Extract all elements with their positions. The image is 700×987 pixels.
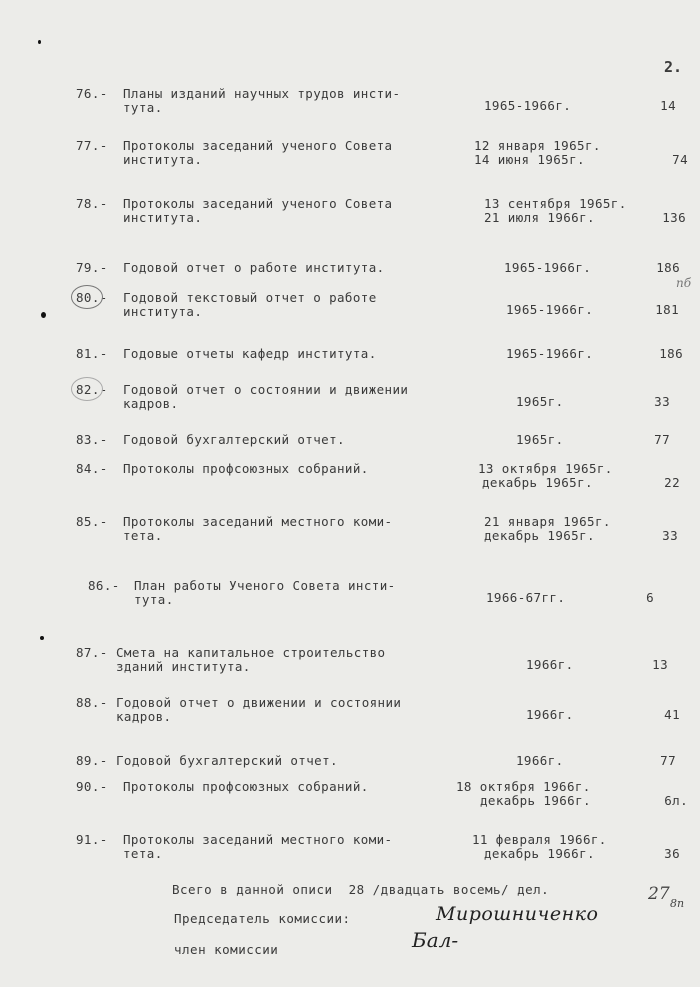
entry-title-line1: Протоколы заседаний ученого Совета (123, 138, 393, 153)
entry-date-start: 21 января 1965г. (484, 514, 611, 529)
entry-number: 91.- (76, 832, 108, 847)
entry-number: 76.- (76, 86, 108, 101)
entry-title-line1: План работы Ученого Совета инсти- (134, 578, 396, 593)
entry-sheet-count: 136 (662, 210, 686, 225)
entry-date-start: 11 февраля 1966г. (472, 832, 607, 847)
entry-title-line2: кадров. (123, 396, 179, 411)
entry-number: 79.- (76, 260, 108, 275)
entry-sheet-count: 22 (664, 475, 680, 490)
entry-number: 77.- (76, 138, 108, 153)
margin-note: пб (676, 276, 692, 290)
entry-title-line1: Годовые отчеты кафедр института. (123, 346, 377, 361)
entry-sheet-count: 14 (660, 98, 676, 113)
circle-mark-82 (71, 377, 103, 401)
entry-date-start: 13 октября 1965г. (478, 461, 613, 476)
total-handwritten: 27 (648, 884, 670, 904)
circle-mark-80 (71, 285, 103, 309)
entry-sheet-count: 6 (646, 590, 654, 605)
entry-date-start: 1965-1966г. (506, 346, 594, 361)
entry-date-start: 1965-1966г. (504, 260, 592, 275)
entry-sheet-count: 41 (664, 707, 680, 722)
entry-title-line1: Протоколы профсоюзных собраний. (123, 461, 369, 476)
chairman-signature: Мирошниченко (436, 903, 599, 925)
entry-sheet-count: 186 (659, 346, 683, 361)
entry-number: 88.- (76, 695, 108, 710)
entry-sheet-count: 33 (654, 394, 670, 409)
entry-title-line2: тета. (123, 846, 163, 861)
entry-date-start: 12 января 1965г. (474, 138, 601, 153)
entry-sheet-count: 36 (664, 846, 680, 861)
entry-date-start: 1965-1966г. (506, 302, 594, 317)
entry-date-start: 1966г. (526, 707, 574, 722)
entry-title-line1: Годовой бухгалтерский отчет. (116, 753, 338, 768)
entry-title-line2: института. (123, 152, 203, 167)
entry-sheet-count: 181 (655, 302, 679, 317)
margin-mark (40, 636, 44, 640)
entry-date-start: 18 октября 1966г. (456, 779, 591, 794)
entry-date-start: 1966-67гг. (486, 590, 566, 605)
member-label: член комиссии (174, 942, 279, 957)
entry-date-end: декабрь 1966г. (484, 846, 595, 861)
entry-date-start: 13 сентября 1965г. (484, 196, 627, 211)
entry-sheet-count: 74 (672, 152, 688, 167)
entry-sheet-count: 13 (652, 657, 668, 672)
total-handwritten-sub: 8п (670, 897, 685, 910)
entry-title-line1: Годовой бухгалтерский отчет. (123, 432, 345, 447)
entry-number: 90.- (76, 779, 108, 794)
chairman-label: Председатель комиссии: (174, 911, 351, 926)
entry-title-line2: тута. (134, 592, 174, 607)
page-number: 2. (664, 58, 683, 76)
entry-number: 83.- (76, 432, 108, 447)
entry-title-line1: Годовой текстовый отчет о работе (123, 290, 377, 305)
member-signature: Бал- (412, 928, 459, 952)
entry-title-line1: Протоколы профсоюзных собраний. (123, 779, 369, 794)
entry-number: 81.- (76, 346, 108, 361)
entry-number: 78.- (76, 196, 108, 211)
entry-title-line2: зданий института. (116, 659, 251, 674)
entry-sheet-count: 6л. (664, 793, 688, 808)
entry-date-end: 14 июня 1965г. (474, 152, 585, 167)
entry-title-line1: Планы изданий научных трудов инсти- (123, 86, 401, 101)
entry-date-start: 1965г. (516, 432, 564, 447)
entry-date-start: 1965г. (516, 394, 564, 409)
entry-title-line2: института. (123, 304, 203, 319)
entry-date-end: декабрь 1965г. (484, 528, 595, 543)
entry-title-line1: Годовой отчет о состоянии и движении (123, 382, 409, 397)
entry-title-line2: института. (123, 210, 203, 225)
entry-date-start: 1966г. (516, 753, 564, 768)
entry-title-line2: тута. (123, 100, 163, 115)
entry-date-start: 1965-1966г. (484, 98, 572, 113)
entry-number: 85.- (76, 514, 108, 529)
entry-sheet-count: 186 (656, 260, 680, 275)
entry-sheet-count: 77 (660, 753, 676, 768)
entry-date-start: 1966г. (526, 657, 574, 672)
entry-sheet-count: 33 (662, 528, 678, 543)
entry-number: 89.- (76, 753, 108, 768)
entry-number: 80.- (76, 290, 108, 305)
margin-mark (41, 312, 46, 318)
entry-date-end: декабрь 1966г. (480, 793, 591, 808)
entry-sheet-count: 77 (654, 432, 670, 447)
entry-title-line1: Протоколы заседаний ученого Совета (123, 196, 393, 211)
entry-title-line1: Годовой отчет о работе института. (123, 260, 385, 275)
margin-mark (38, 40, 41, 44)
entry-title-line2: тета. (123, 528, 163, 543)
entry-date-end: декабрь 1965г. (482, 475, 593, 490)
entry-number: 87.- (76, 645, 108, 660)
entry-number: 86.- (88, 578, 120, 593)
entry-title-line1: Протоколы заседаний местного коми- (123, 832, 393, 847)
entry-date-end: 21 июля 1966г. (484, 210, 595, 225)
entry-title-line2: кадров. (116, 709, 172, 724)
entry-number: 82.- (76, 382, 108, 397)
entry-title-line1: Протоколы заседаний местного коми- (123, 514, 393, 529)
entry-number: 84.- (76, 461, 108, 476)
entry-title-line1: Смета на капитальное строительство (116, 645, 386, 660)
entry-title-line1: Годовой отчет о движении и состоянии (116, 695, 402, 710)
total-line: Всего в данной описи 28 /двадцать восемь/ дел. (172, 882, 550, 897)
